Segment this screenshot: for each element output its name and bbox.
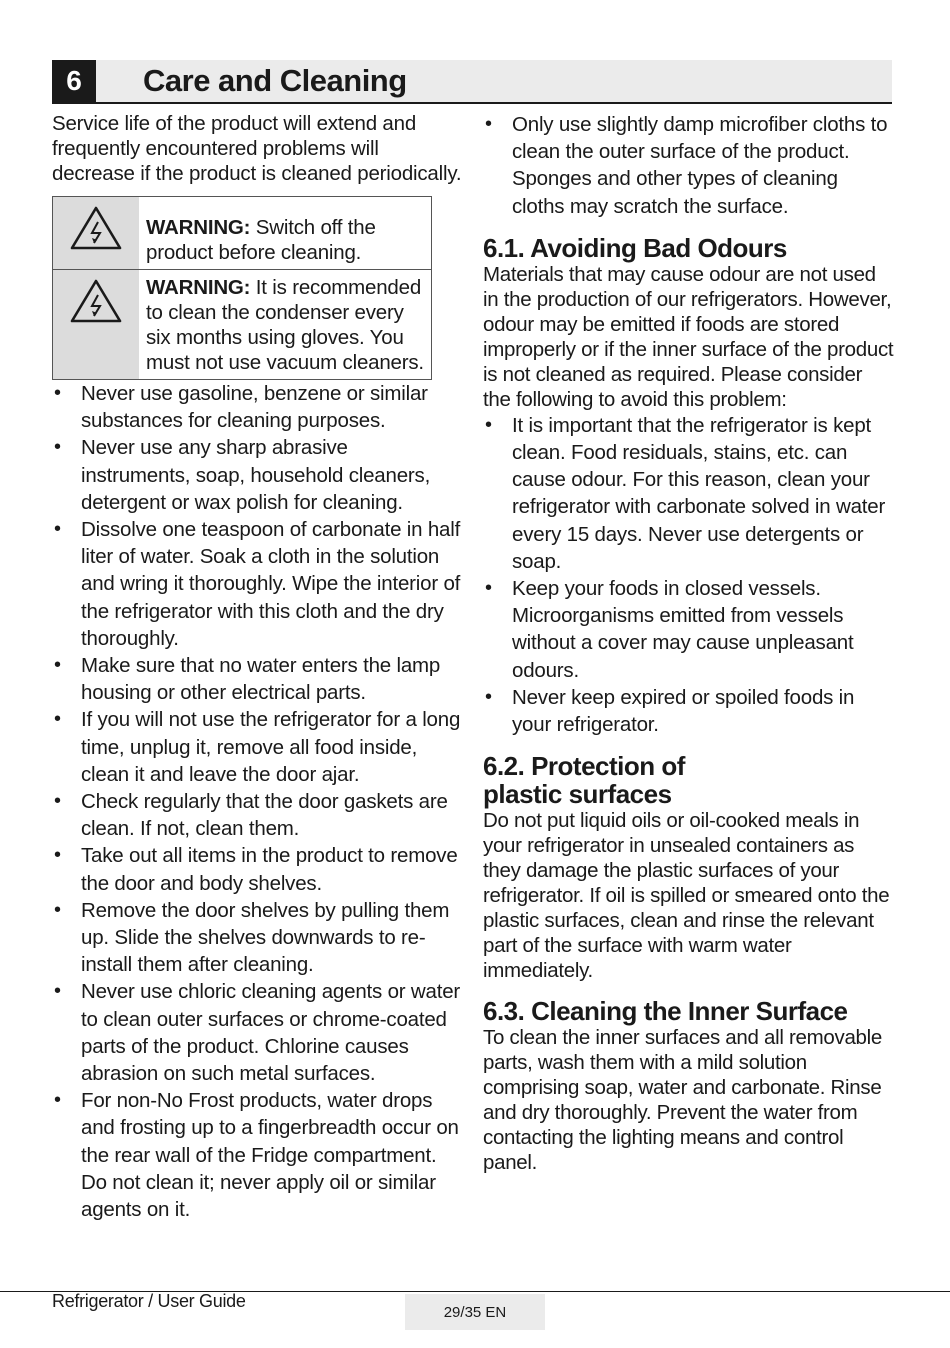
warning-label: WARNING: <box>146 216 251 239</box>
heading-line: plastic surfaces <box>483 779 672 810</box>
list-item: • Keep your foods in closed vessels. Microorganisms emitted from vessels without a cover may cause unpleasant odours. <box>483 575 895 684</box>
right-column <box>483 111 895 1175</box>
section-heading-odours: 6.1. Avoiding Bad Odours <box>483 232 787 263</box>
warning-text <box>139 197 431 269</box>
microfiber-bullet-list <box>483 111 895 220</box>
section-body-plastic: Do not put liquid oils or oil-cooked meals in your refrigerator in unsealed containers as they damage the plastic surfaces of your refrigerator. If oil is spilled or smeared onto the plastic surfaces, clean and rinse the relevant part of the surface with warm water immediately. <box>483 809 890 983</box>
chapter-title: Care and Cleaning <box>143 63 407 98</box>
list-item: • Make sure that no water enters the lamp housing or other electrical parts. <box>52 652 462 706</box>
list-item: • Never use chloric cleaning agents or water to clean outer surfaces or chrome-coated parts of the product. Chlorine causes abrasion on such metal surfaces. <box>52 978 462 1087</box>
section-body-inner-surface: To clean the inner surfaces and all removable parts, wash them with a mild solution comprising soap, water and carbonate. Rinse and dry thoroughly. Prevent the water from contacting the lighting means and control panel. <box>483 1026 883 1175</box>
list-item: • It is important that the refrigerator is kept clean. Food residuals, stains, etc. can cause odour. For this reason, clean your refrigerator with carbonate solved in water every 15 days. Never use detergents or soap. <box>483 412 895 575</box>
list-item: • Remove the door shelves by pulling them up. Slide the shelves downwards to re-install them after cleaning. <box>52 897 462 979</box>
footer-title: Refrigerator / User Guide <box>52 1291 246 1311</box>
list-item: • For non-No Frost products, water drops and frosting up to a fingerbreadth occur on the rear wall of the Fridge compartment. Do not clean it; never apply oil or similar agents on it. <box>52 1087 462 1223</box>
list-item: • Never use gasoline, benzene or similar substances for cleaning purposes. <box>52 380 462 434</box>
warning-row <box>53 270 431 379</box>
section-heading-plastic <box>483 752 895 808</box>
cleaning-bullet-list <box>52 380 462 1223</box>
left-column <box>52 111 462 1223</box>
list-item: • Check regularly that the door gaskets are clean. If not, clean them. <box>52 788 462 842</box>
warning-body: It is recommended to clean the condenser every six months using gloves. You must not use vacuum cleaners. <box>146 276 424 374</box>
list-item: • If you will not use the refrigerator for a long time, unplug it, remove all food inside, clean it and leave the door ajar. <box>52 706 462 788</box>
section-body-odours: Materials that may cause odour are not used in the production of our refrigerators. However, odour may be emitted if foods are stored improperly or if the inner surface of the product is not cleaned as required. Please consider the following to avoid this problem: <box>483 262 894 411</box>
list-item: • Dissolve one teaspoon of carbonate in half liter of water. Soak a cloth in the solution and wring it thoroughly. Wipe the interior of the refrigerator with this cloth and the dry thoroughly. <box>52 516 462 652</box>
heading-line: 6.2. Protection of <box>483 751 685 782</box>
warning-label: WARNING: <box>146 276 251 299</box>
warning-body: Switch off the product before cleaning. <box>146 216 376 264</box>
electric-hazard-icon <box>69 205 123 251</box>
odour-bullet-list <box>483 412 895 738</box>
list-item: • Never keep expired or spoiled foods in your refrigerator. <box>483 684 895 738</box>
page-number: 29/35 EN <box>405 1294 545 1330</box>
electric-hazard-icon <box>69 278 123 324</box>
chapter-header <box>52 60 892 104</box>
warning-table <box>52 196 432 380</box>
section-heading-inner-surface: 6.3. Cleaning the Inner Surface <box>483 996 848 1027</box>
warning-text <box>139 270 431 379</box>
list-item: • Only use slightly damp microfiber cloths to clean the outer surface of the product. Sponges and other types of cleaning cloths may scratch the surface. <box>483 111 895 220</box>
list-item: • Never use any sharp abrasive instruments, soap, household cleaners, detergent or wax polish for cleaning. <box>52 434 462 516</box>
warning-row <box>53 197 431 270</box>
chapter-number: 6 <box>52 60 96 102</box>
intro-paragraph: Service life of the product will extend and frequently encountered problems will decrease if the product is cleaned periodically. <box>52 112 462 185</box>
list-item: • Take out all items in the product to remove the door and body shelves. <box>52 842 462 896</box>
